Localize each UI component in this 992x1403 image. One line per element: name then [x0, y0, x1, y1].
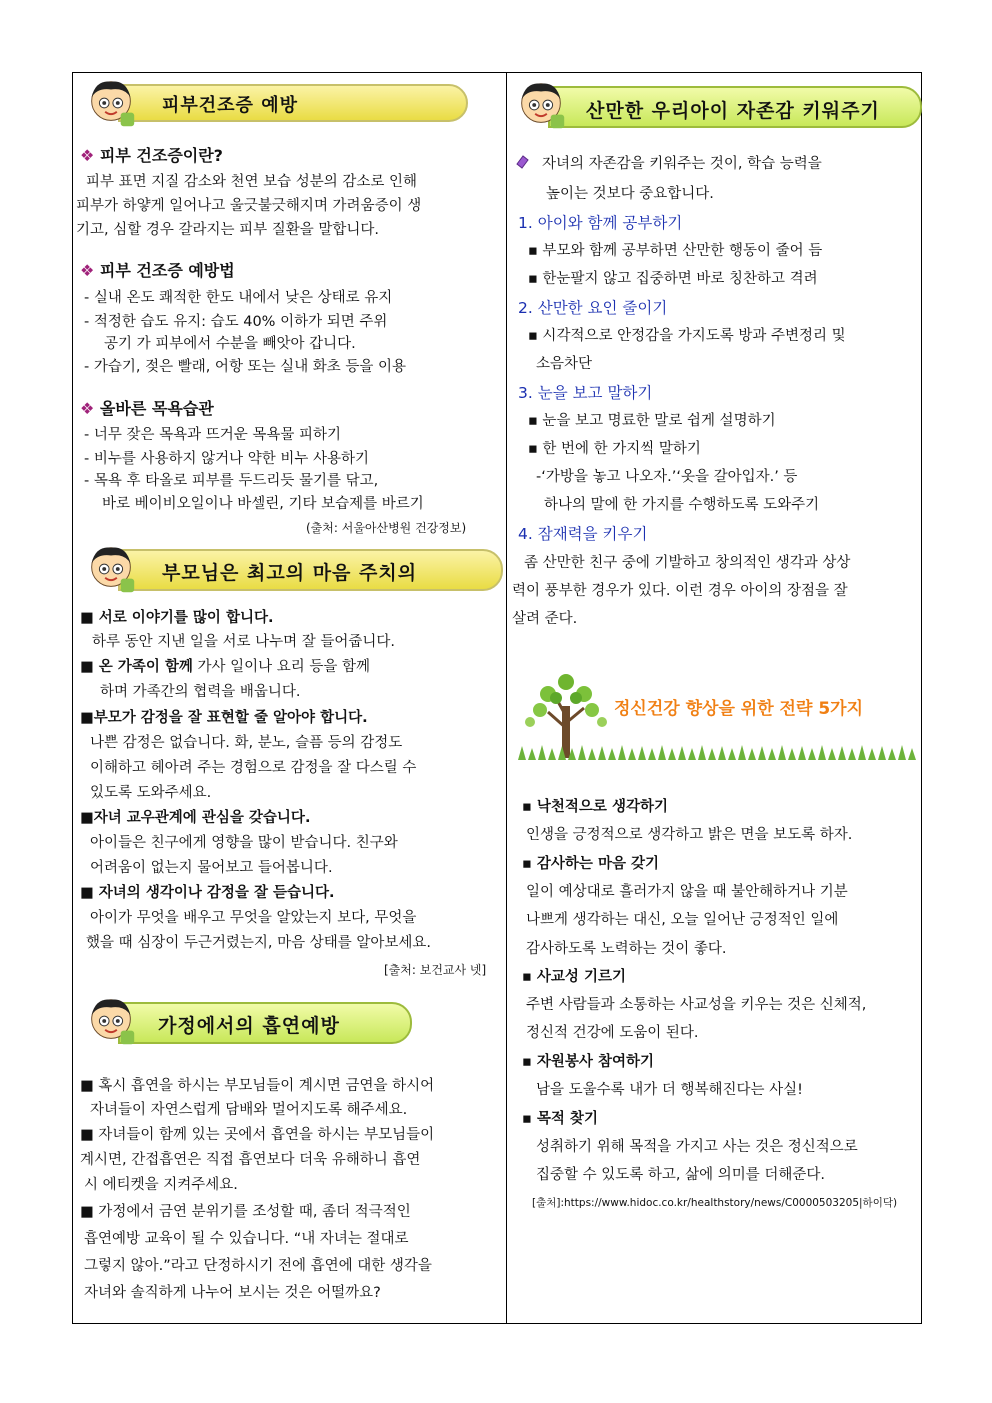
- list-item: - 가습기, 젖은 빨래, 어항 또는 실내 화초 등을 이용: [84, 359, 407, 375]
- source-link[interactable]: [출처]:https://www.hidoc.co.kr/healthstory/news/C0000503205|하이닥): [532, 1197, 898, 1209]
- boy-character-icon: [82, 992, 140, 1050]
- body-line: 감사하도록 노력하는 것이 좋다.: [526, 941, 727, 957]
- subheading: [80, 147, 223, 165]
- list-item: 공기 가 피부에서 수분을 빼앗아 갑니다.: [104, 336, 356, 352]
- body-line: 주변 사람들과 소통하는 사교성을 키우는 것은 신체적,: [526, 997, 867, 1013]
- strategy-heading: ▪ 감사하는 마음 갖기: [522, 856, 660, 872]
- purple-gem-icon: [514, 154, 530, 170]
- body-line: 자녀와 솔직하게 나누어 보시는 것은 어떨까요?: [84, 1285, 381, 1301]
- body-line: 아이가 무엇을 배우고 무엇을 알았는지 보다, 무엇을: [90, 910, 417, 926]
- list-item: 바로 베이비오일이나 바셀린, 기타 보습제를 바르기: [102, 496, 424, 512]
- section-title: 산만한 우리아이 자존감 키워주기: [586, 100, 880, 122]
- strategy-heading: ▪ 자원봉사 참여하기: [522, 1054, 654, 1070]
- subheading-text: 올바른 목욕습관: [99, 399, 214, 418]
- body-line: 인생을 긍정적으로 생각하고 밝은 면을 보도록 하자.: [526, 827, 853, 843]
- numbered-heading: 2. 산만한 요인 줄이기: [518, 299, 668, 317]
- body-line: 시 에티켓을 지켜주세요.: [84, 1177, 238, 1193]
- body-line: 이해하고 헤아려 주는 경험으로 감정을 잘 다스릴 수: [90, 760, 417, 776]
- paragraph-heading-bold: ■ 온 가족이 함께: [80, 659, 193, 675]
- list-item: 소음차단: [536, 356, 593, 372]
- numbered-heading: 3. 눈을 보고 말하기: [518, 384, 653, 402]
- boy-character-icon: [82, 540, 140, 598]
- list-item: ▪ 시각적으로 안정감을 가지도록 방과 주변정리 및: [528, 328, 846, 344]
- paragraph-heading: ■ 자녀의 생각이나 감정을 잘 듣습니다.: [80, 885, 335, 901]
- paragraph-heading: ■자녀 교우관계에 관심을 갖습니다.: [80, 810, 311, 826]
- list-item: ▪ 부모와 함께 공부하면 산만한 행동이 줄어 듬: [528, 243, 823, 259]
- boy-character-icon: [512, 76, 570, 134]
- body-line: 자녀들이 자연스럽게 담배와 멀어지도록 해주세요.: [90, 1102, 408, 1118]
- list-item: 하나의 말에 한 가지를 수행하도록 도와주기: [544, 497, 820, 513]
- body-line: 흡연예방 교육이 될 수 있습니다. “내 자녀는 절대로: [84, 1231, 409, 1247]
- body-line: 피부 표면 지질 감소와 천연 보습 성분의 감소로 인해: [86, 174, 418, 190]
- subheading-text: 피부 건조증 예방법: [99, 261, 235, 280]
- body-line: 어려움이 없는지 물어보고 들어봅니다.: [90, 860, 333, 876]
- list-item: -‘가방을 놓고 나오자.’‘옷을 갈아입자.’ 등: [536, 469, 798, 485]
- diamond-bullet-icon: ❖: [80, 399, 95, 418]
- list-item: ▪ 한눈팔지 않고 집중하면 바로 칭찬하고 격려: [528, 271, 818, 287]
- subheading: [80, 400, 214, 418]
- body-line: 력이 풍부한 경우가 있다. 이런 경우 아이의 장점을 잘: [512, 583, 848, 599]
- source-note: (출처: 서울아산병원 건강정보): [306, 521, 467, 535]
- section-title: 정신건강 향상을 위한 전략 5가지: [614, 699, 863, 719]
- subheading-text: 피부 건조증이란?: [99, 146, 223, 165]
- body-line: 자녀의 자존감을 키워주는 것이, 학습 능력을: [542, 156, 822, 172]
- body-line: 높이는 것보다 중요합니다.: [546, 186, 714, 202]
- diamond-bullet-icon: ❖: [80, 261, 95, 280]
- section-title: 가정에서의 흡연예방: [158, 1015, 340, 1037]
- body-line: ■ 혹시 흡연을 하시는 부모님들이 계시면 금연을 하시어: [80, 1078, 435, 1094]
- body-line: 일이 예상대로 흘러가지 않을 때 불안해하거나 기분: [526, 884, 848, 900]
- body-line: 기고, 심할 경우 갈라지는 피부 질환을 말합니다.: [76, 222, 380, 238]
- strategy-heading: ▪ 목적 찾기: [522, 1111, 598, 1127]
- paragraph-heading: ■ 서로 이야기를 많이 합니다.: [80, 610, 274, 626]
- list-item: ▪ 눈을 보고 명료한 말로 쉽게 설명하기: [528, 413, 776, 429]
- body-line: 그렇지 않아.”라고 단정하시기 전에 흡연에 대한 생각을: [84, 1258, 432, 1274]
- list-item: ▪ 한 번에 한 가지씩 말하기: [528, 441, 701, 457]
- section-title: 피부건조증 예방: [162, 95, 298, 116]
- numbered-heading: 4. 잠재력을 키우기: [518, 525, 648, 543]
- body-line: 하며 가족간의 협력을 배웁니다.: [100, 684, 301, 700]
- list-item: - 너무 잦은 목욕과 뜨거운 목욕물 피하기: [84, 427, 341, 443]
- list-item: - 적정한 습도 유지: 습도 40% 이하가 되면 주위: [84, 314, 388, 330]
- subheading: [80, 262, 235, 280]
- body-line: 정신적 건강에 도움이 된다.: [526, 1025, 699, 1041]
- list-item: - 목욕 후 타올로 피부를 두드리듯 물기를 닦고,: [84, 473, 379, 489]
- body-line: 피부가 하얗게 일어나고 울긋불긋해지며 가려움증이 생: [76, 198, 422, 214]
- strategy-heading: ▪ 사교성 기르기: [522, 969, 626, 985]
- body-line: ■ 자녀들이 함께 있는 곳에서 흡연을 하시는 부모님들이: [80, 1127, 435, 1143]
- source-note: [출처: 보건교사 넷]: [384, 963, 487, 977]
- strategy-heading: ▪ 낙천적으로 생각하기: [522, 799, 668, 815]
- body-line: 나쁘게 생각하는 대신, 오늘 일어난 긍정적인 일에: [526, 912, 839, 928]
- diamond-bullet-icon: ❖: [80, 146, 95, 165]
- body-line: 계시면, 간접흡연은 직접 흡연보다 더욱 유해하니 흡연: [80, 1152, 421, 1168]
- body-line: 나쁜 감정은 없습니다. 화, 분노, 슬픔 등의 감정도: [90, 735, 403, 751]
- paragraph-heading: ■부모가 감정을 잘 표현할 줄 알아야 합니다.: [80, 710, 368, 726]
- list-item: - 비누를 사용하지 않거나 약한 비누 사용하기: [84, 451, 370, 467]
- body-line: 하루 동안 지낸 일을 서로 나누며 잘 들어줍니다.: [92, 634, 396, 650]
- column-divider: [506, 72, 507, 1324]
- body-line: 남을 도울수록 내가 더 행복해진다는 사실!: [536, 1082, 803, 1098]
- body-line: 살려 준다.: [512, 611, 578, 627]
- paragraph-heading-tail: 가사 일이나 요리 등을 함께: [192, 659, 371, 675]
- numbered-heading: 1. 아이와 함께 공부하기: [518, 214, 683, 232]
- body-line: 성취하기 위해 목적을 가지고 사는 것은 정신적으로: [536, 1139, 858, 1155]
- section-title: 부모님은 최고의 마음 주치의: [162, 562, 418, 584]
- list-item: - 실내 온도 쾌적한 한도 내에서 낮은 상태로 유지: [84, 290, 393, 306]
- body-line: ■ 가정에서 금연 분위기를 조성할 때, 좀더 적극적인: [80, 1204, 411, 1220]
- body-line: 집중할 수 있도록 하고, 삶에 의미를 더해준다.: [536, 1167, 825, 1183]
- body-line: 했을 때 심장이 두근거렸는지, 마음 상태를 알아보세요.: [86, 935, 432, 951]
- boy-character-icon: [82, 74, 140, 132]
- paragraph-heading: [80, 658, 370, 676]
- body-line: 있도록 도와주세요.: [90, 785, 212, 801]
- body-line: 좀 산만한 친구 중에 기발하고 창의적인 생각과 상상: [524, 555, 851, 571]
- body-line: 아이들은 친구에게 영향을 많이 받습니다. 친구와: [90, 835, 398, 851]
